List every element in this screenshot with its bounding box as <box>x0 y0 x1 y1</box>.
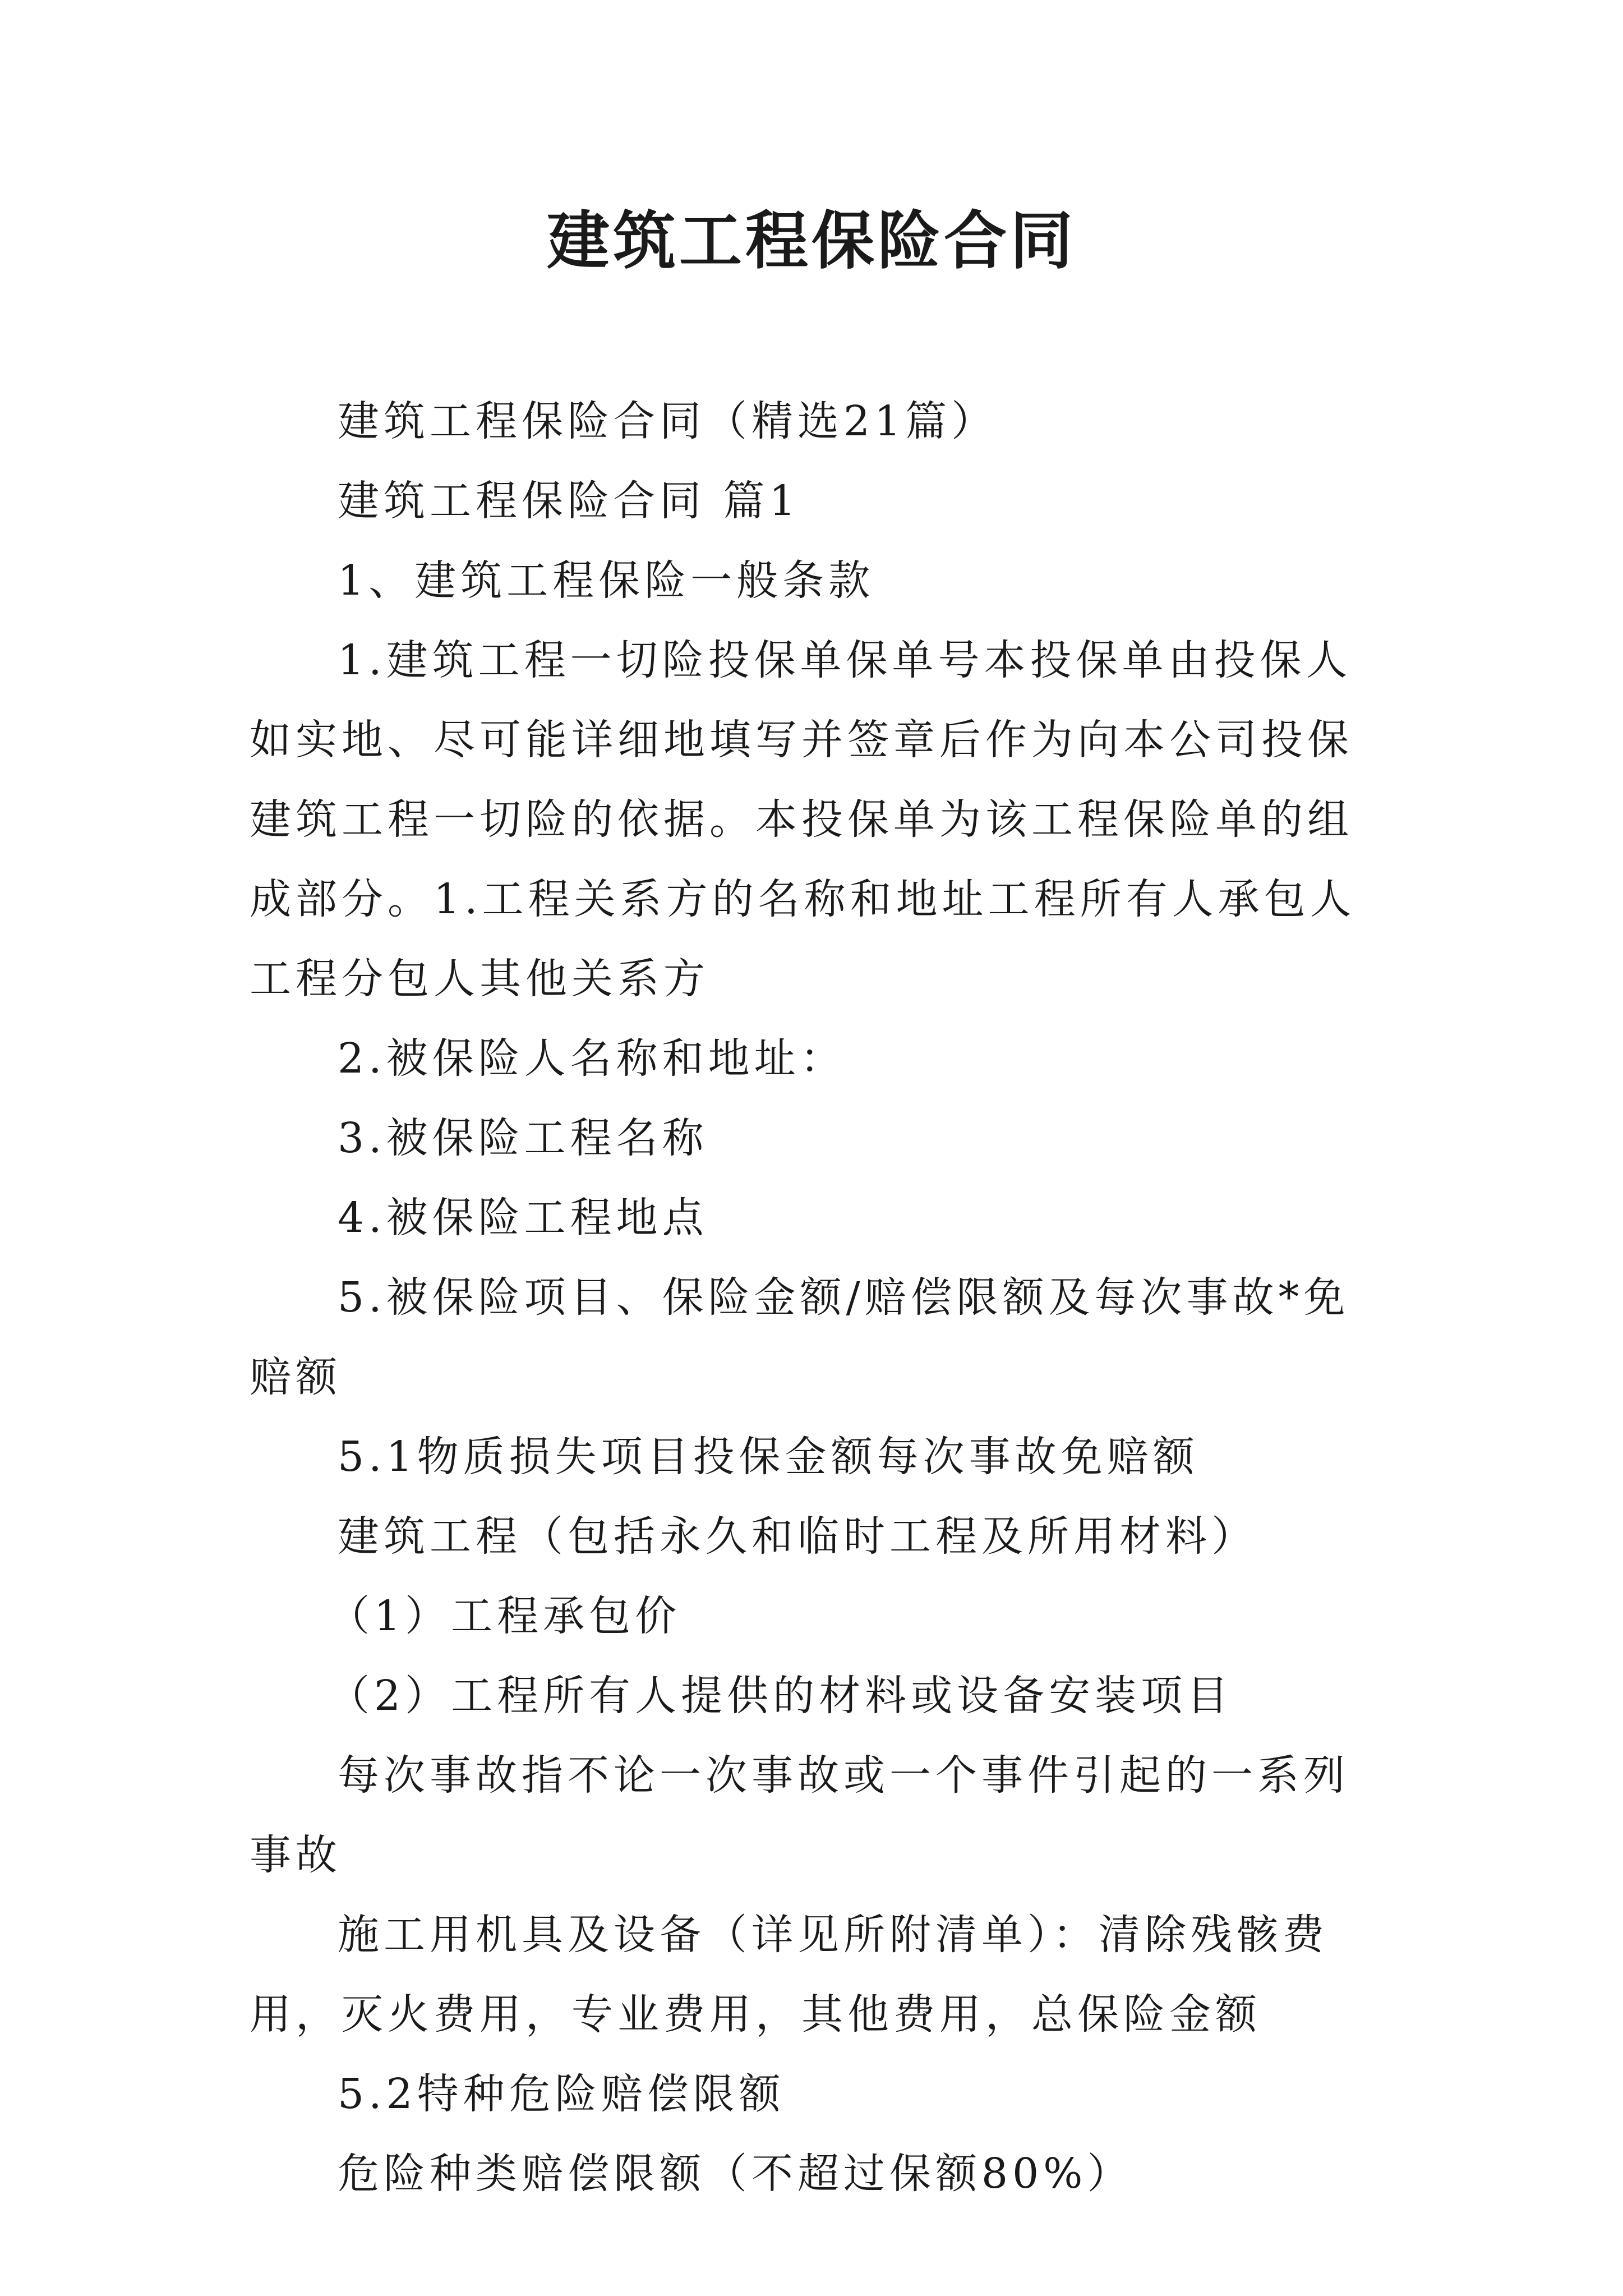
paragraph: 2.被保险人名称和地址： <box>338 1034 846 1083</box>
document-title: 建筑工程保险合同 <box>547 204 1076 278</box>
paragraph: 5.2特种危险赔偿限额 <box>338 2070 785 2118</box>
paragraph: 建筑工程保险合同（精选21篇） <box>338 397 998 445</box>
paragraph: 5.1物质损失项目投保金额每次事故免赔额 <box>338 1433 1199 1481</box>
paragraph: 3.被保险工程名称 <box>338 1114 708 1162</box>
paragraph: （2）工程所有人提供的材料或设备安装项目 <box>328 1672 1233 1720</box>
paragraph: 危险种类赔偿限额（不超过保额80%） <box>338 2150 1133 2198</box>
document-body <box>250 381 1394 2214</box>
paragraph: 建筑工程保险合同 篇1 <box>338 477 800 525</box>
paragraph: 4.被保险工程地点 <box>338 1194 708 1242</box>
paragraph: 建筑工程（包括永久和临时工程及所用材料） <box>338 1512 1257 1561</box>
paragraph: 1、建筑工程保险一般条款 <box>338 556 875 605</box>
paragraph: 5.被保险项目、保险金额/赔偿限额及每次事故*免赔额 <box>250 1273 1350 1401</box>
paragraph: 施工用机具及设备（详见所附清单）：清除残骸费用，灭火费用，专业费用，其他费用，总保险金额 <box>250 1911 1329 2039</box>
paragraph: 1.建筑工程一切险投保单保单号本投保单由投保人如实地、尽可能详细地填写并签章后作为向本公司投保建筑工程一切险的依据。本投保单为该工程保险单的组成部分。1.工程关系方的名称和地址工程所有人承包人工程分包人其他关系方 <box>250 636 1356 1003</box>
paragraph: 每次事故指不论一次事故或一个事件引起的一系列事故 <box>250 1751 1349 1879</box>
paragraph: （1）工程承包价 <box>328 1592 681 1640</box>
